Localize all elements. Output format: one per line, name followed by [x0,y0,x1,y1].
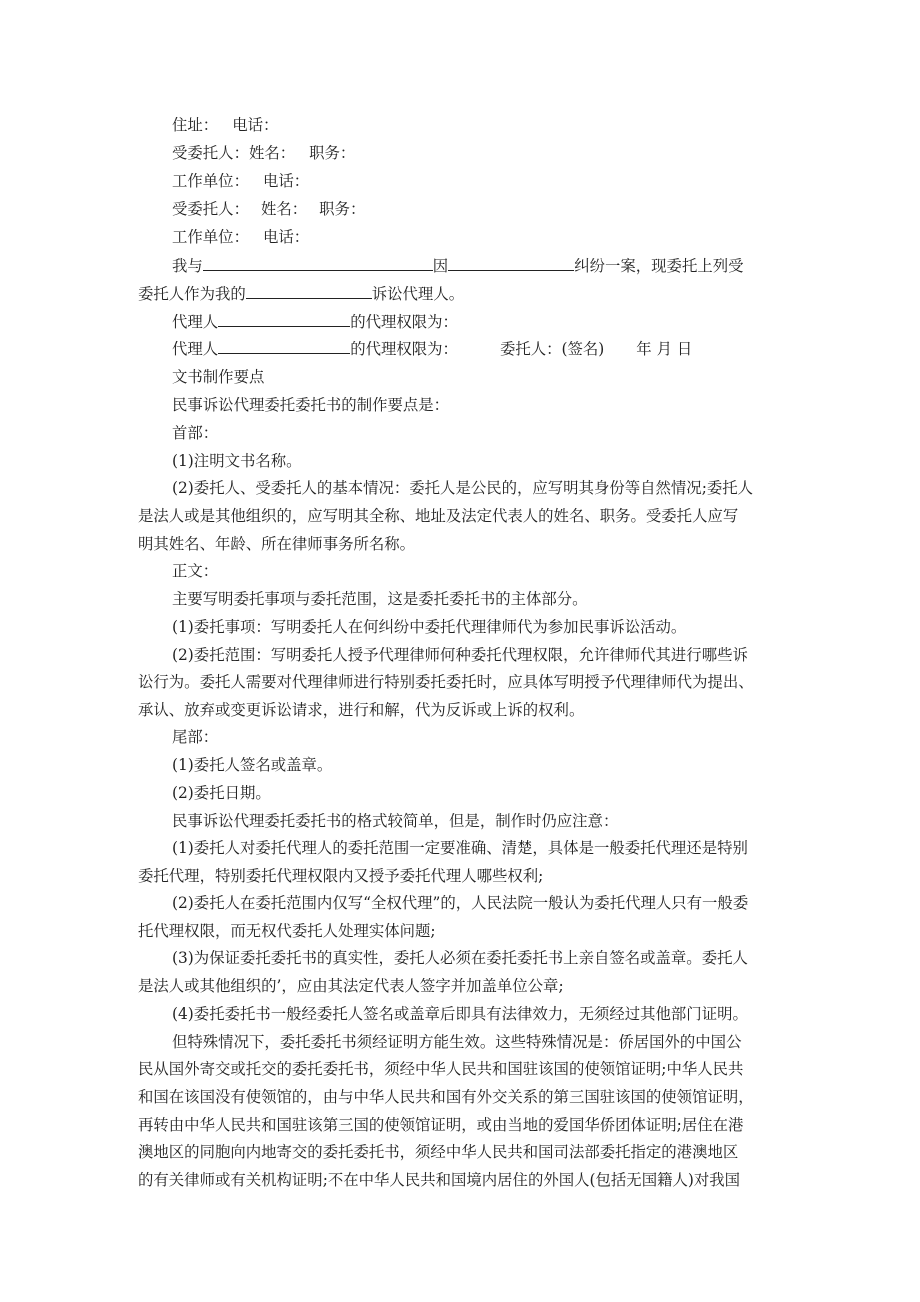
special-line: 的有关律师或有关机构证明;不在中华人民共和国境内居住的外国人(包括无国籍人)对我国 [138,1171,741,1189]
main-item-1: (1)委托事项：写明委托人在何纠纷中委托代理律师代为参加民事诉讼活动。 [172,618,687,636]
authority-text: 的代理权限为： [350,340,458,358]
main-item-2-line: (2)委托范围：写明委托人授予代理律师何种委托代理权限，允许律师代其进行哪些诉 [172,646,748,664]
statement-text: 诉讼代理人。 [371,285,465,303]
role-blank[interactable] [246,284,372,299]
agent2-label: 受委托人： [172,200,249,218]
authority-text: 代理人 [172,313,219,331]
agent1-line [172,143,355,163]
dispute-blank[interactable] [448,256,574,271]
authority-line-2 [172,339,692,359]
tail-item-2: (2)委托日期。 [172,784,271,802]
statement-text: 我与 [172,257,203,275]
work2-phone-label: 电话： [262,228,310,246]
note-item-4: (4)委托委托书一般经委托人签名或盖章后即具有法律效力，无须经过其他部门证明。 [172,1005,748,1023]
main-item-2-line: 承认、放弃或变更诉讼请求，进行和解，代为反诉或上诉的权利。 [138,701,585,719]
special-line: 澳地区的同胞向内地寄交的委托委托书，须经中华人民共和国司法部委托指定的港澳地区 [138,1143,739,1161]
head-item-2-line: 明其姓名、年龄、所在律师事务所名称。 [138,535,416,553]
intro-text: 民事诉讼代理委托委托书的制作要点是： [172,396,450,414]
head-item-2-line: (2)委托人、受委托人的基本情况：委托人是公民的，应写明其身份等自然情况;委托人 [172,479,754,497]
agent2-line [172,199,365,219]
authority-line-1 [172,312,458,332]
work1-line [172,171,309,191]
authority-text: 代理人 [172,340,219,358]
note-item-1-line: (1)委托人对委托代理人的委托范围一定要准确、清楚，具体是一般委托代理还是特别 [172,839,748,857]
agent1-name-label: 受委托人：姓名： [172,144,296,162]
note-item-1-line: 委托代理，特别委托代理权限内又授予委托代理人哪些权利; [138,867,544,885]
statement-text: 纠纷一案，现委托上列受 [574,257,744,275]
work1-phone-label: 电话： [262,172,310,190]
note-item-2-line: (2)委托人在委托范围内仅写“全权代理”的，人民法院一般认为委托代理人只有一般委 [172,894,749,912]
phone-label: 电话： [232,116,279,134]
note-item-3-line: 是法人或其他组织的’，应由其法定代表人签字并加盖单位公章; [138,977,564,995]
special-line: 民从国外寄交或托交的委托委托书，须经中华人民共和国驻该国的使领馆证明;中华人民共 [138,1060,744,1078]
work2-line [172,227,309,247]
head-item-1: (1)注明文书名称。 [172,452,302,470]
main-intro: 主要写明委托事项与委托范围，这是委托委托书的主体部分。 [172,590,588,608]
statement-line-1 [172,256,744,276]
note-item-3-line: (3)为保证委托委托书的真实性，委托人必须在委托委托书上亲自签名或盖章。委托人 [172,949,748,967]
main-label: 正文： [172,562,219,580]
main-item-2-line: 讼行为。委托人需要对代理律师进行特别委托委托时，应具体写明授予代理律师代为提出、 [138,673,754,691]
head-label: 首部： [172,424,219,442]
work1-label: 工作单位： [172,172,249,190]
principal-signature: 委托人：(签名) [499,340,605,358]
agent2-title-label: 职务： [319,200,366,218]
special-line: 和国在该国没有使领馆的，由与中华人民共和国有外交关系的第三国驻该国的使领馆证明， [138,1088,754,1106]
statement-text: 委托人作为我的 [138,285,246,303]
agent1-title-label: 职务： [309,144,356,162]
section-heading: 文书制作要点 [172,368,265,386]
tail-item-1: (1)委托人签名或盖章。 [172,756,333,774]
head-item-2-line: 是法人或是其他组织的，应写明其全称、地址及法定代表人的姓名、职务。受委托人应写 [138,507,739,525]
party-blank[interactable] [203,256,433,271]
special-line: 再转由中华人民共和国驻该第三国的使领馆证明，或由当地的爱国华侨团体证明;居住在港 [138,1116,744,1134]
statement-line-2 [138,284,464,304]
address-line [172,115,278,135]
agent1-blank[interactable] [218,312,350,327]
date-label: 年 月 日 [636,340,693,358]
authority-text: 的代理权限为： [350,313,458,331]
work2-label: 工作单位： [172,228,249,246]
address-label: 住址： [172,116,219,134]
note-intro: 民事诉讼代理委托委托书的格式较简单，但是，制作时仍应注意： [172,812,619,830]
tail-label: 尾部： [172,728,219,746]
agent2-blank[interactable] [218,339,350,354]
agent2-name-label: 姓名： [260,200,308,218]
statement-text: 因 [432,257,449,275]
note-item-2-line: 托代理权限，而无权代委托人处理实体问题; [138,922,436,940]
special-line: 但特殊情况下，委托委托书须经证明方能生效。这些特殊情况是：侨居国外的中国公 [172,1033,742,1051]
